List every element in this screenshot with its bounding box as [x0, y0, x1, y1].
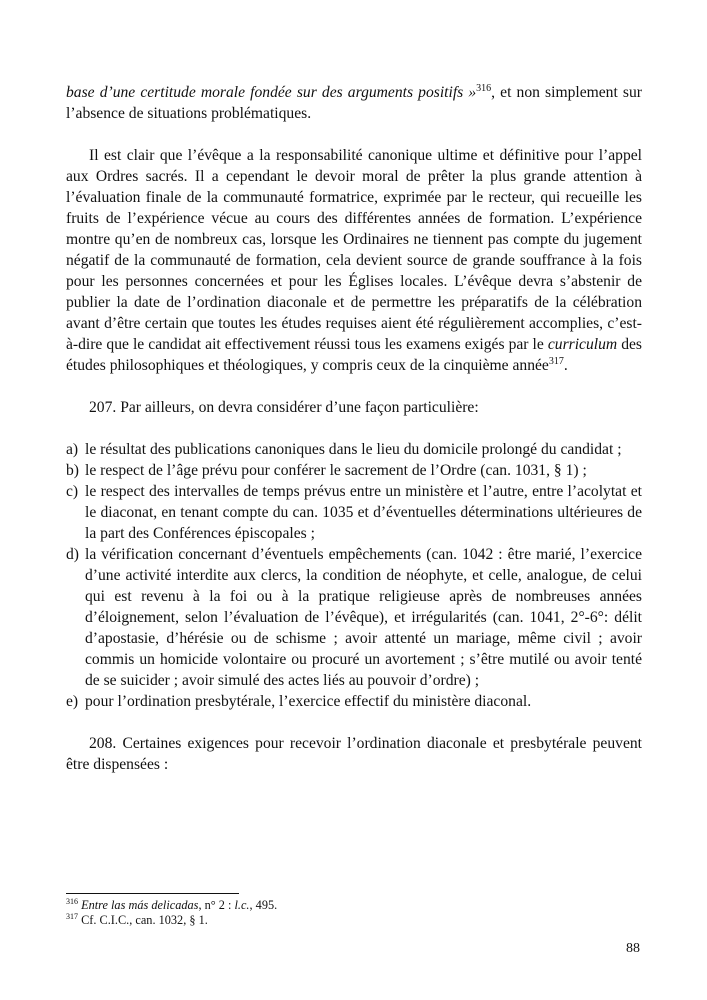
list-item-text: le respect des intervalles de temps prévus entre un ministère et l’autre, entre l’acolytat et le diaconat, en tenant compte du can. 1035 et d’éventuelles déterminations ultérieures de la part des Conférences épiscopales ;	[85, 483, 642, 542]
footnote-ref-317[interactable]: 317	[548, 355, 564, 367]
intro-italic-quote: base d’une certitude morale fondée sur des arguments positifs »	[66, 84, 477, 101]
list-marker: e)	[66, 693, 79, 710]
footnote-number: 316	[66, 896, 78, 906]
intro-rest: , et non simplement sur l’absence de situations problématiques.	[66, 84, 642, 122]
list-item	[66, 481, 642, 544]
paragraph-207: 207. Par ailleurs, on devra considérer d’une façon particulière:	[89, 399, 479, 416]
footnote-middle: , n° 2 :	[198, 898, 235, 912]
list-item-text: le résultat des publications canoniques dans le lieu du domicile prolongé du candidat ;	[85, 441, 622, 458]
page-body	[66, 82, 642, 775]
list-marker: b)	[66, 462, 79, 479]
list-marker: c)	[66, 483, 79, 500]
footnote-italic: Entre las más delicadas	[81, 898, 199, 912]
footnotes	[66, 893, 642, 928]
page-number: 88	[626, 941, 640, 956]
list-item-text: pour l’ordination presbytérale, l’exercice effectif du ministère diaconal.	[85, 693, 532, 710]
paragraph-main-italic: curriculum	[547, 336, 618, 353]
list-marker: d)	[66, 546, 79, 563]
list-item	[66, 460, 642, 481]
footnote-italic-2: l.c.	[234, 898, 250, 912]
footnote-text: Cf. C.I.C., can. 1032, § 1.	[78, 913, 208, 927]
footnote-number: 317	[66, 911, 78, 921]
paragraph-main-text-c: .	[563, 357, 568, 374]
footnote-divider	[66, 893, 239, 894]
list-item	[66, 544, 642, 691]
list-item	[66, 691, 642, 712]
paragraph-main-text-a: Il est clair que l’évêque a la responsabilité canonique ultime et définitive pour l’appel aux Ordres sacrés. Il a cependant le devoir moral de prêter la plus grande attention à l’évaluation finale de la communauté formatrice, exprimée par le recteur, qui recueille les fruits de l’expérience vécue au cours des différentes années de formation. L’expérience montre qu’en de nombreux cas, lorsque les Ordinaires ne tiennent pas compte du jugement négatif de la communauté de formation, cela devient source de grande souffrance à la fois pour les personnes concernées et pour les Églises locales. L’évêque devra s’abstenir de publier la date de l’ordination diaconale et de permettre les préparatifs de la célébration avant d’être certain que toutes les études requises aient été régulièrement accomplies, c’est-à-dire que le candidat ait effectivement réussi tous les examens exigés par le	[66, 147, 642, 353]
list-item-text: la vérification concernant d’éventuels empêchements (can. 1042 : être marié, l’exercice d’une activité interdite aux clercs, la condition de néophyte, et celle, analogue, de celui qui est revenu à la foi ou à la pratique religieuse après de nombreuses années d’éloignement, selon l’évaluation de l’évêque), et irrégularités (can. 1041, 2°-6°: délit d’apostasie, d’hérésie ou de schisme ; avoir attenté un mariage, même civil ; avoir commis un homicide volontaire ou procuré un avortement ; s’être mutilé ou avoir tenté de se suicider ; avoir simulé des actes liés au pouvoir d’ordre) ;	[85, 546, 642, 689]
intro-paragraph	[66, 82, 642, 124]
paragraph-main-text-b: des études philosophiques et théologiques, y compris ceux de la cinquième année	[66, 336, 642, 374]
list-marker: a)	[66, 441, 79, 458]
footnote-316	[66, 898, 642, 913]
list-item	[66, 439, 642, 460]
paragraph-208: 208. Certaines exigences pour recevoir l’ordination diaconale et presbytérale peuvent être dispensées :	[66, 735, 642, 773]
footnote-ref-316[interactable]: 316	[476, 82, 492, 94]
list-item-text: le respect de l’âge prévu pour conférer le sacrement de l’Ordre (can. 1031, § 1) ;	[85, 462, 587, 479]
paragraph-main	[66, 145, 642, 376]
footnote-end: , 495.	[249, 898, 278, 912]
footnote-317	[66, 913, 642, 928]
requirements-list	[66, 439, 642, 712]
